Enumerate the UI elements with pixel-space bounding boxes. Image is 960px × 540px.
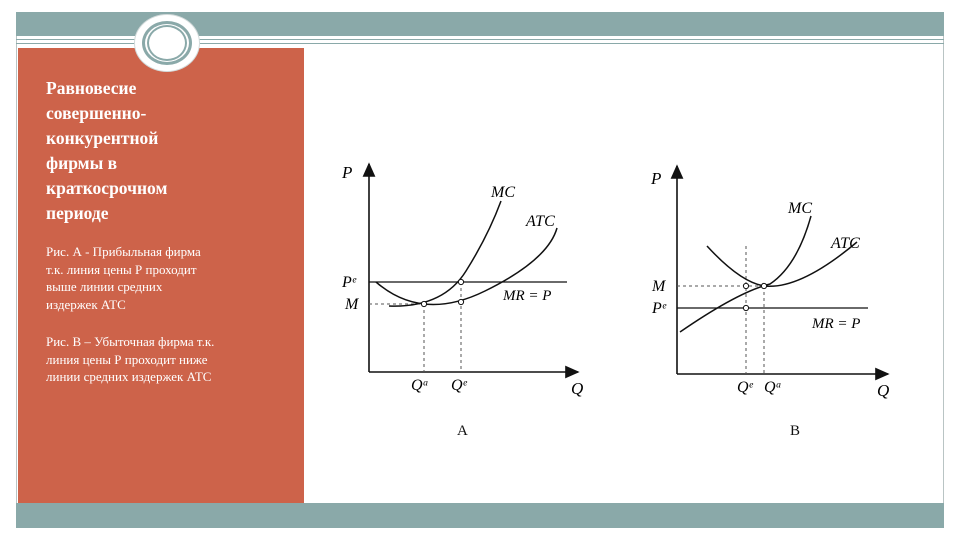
point-marker	[743, 283, 748, 288]
price-line-label: MR = P	[503, 288, 552, 304]
y-axis-label: P	[342, 163, 353, 182]
caption-line: издержек АТС	[46, 296, 126, 312]
y-axis-label: P	[651, 169, 662, 188]
x-axis-label: Q	[877, 381, 890, 400]
point-marker	[421, 301, 426, 306]
y-mark-label: M	[652, 278, 666, 295]
point-marker	[458, 279, 463, 284]
y-mark-label: Pᵉ	[342, 274, 356, 291]
atc-label: ATC	[831, 235, 860, 252]
figure-b-diagram	[640, 150, 910, 400]
caption-line: Рис. В – Убыточная фирма т.к.	[46, 334, 215, 349]
caption-line: линия цены Р проходит ниже	[46, 351, 208, 367]
caption-line: т.к. линия цены Р проходит	[46, 261, 197, 277]
title-line: краткосрочном	[46, 178, 168, 198]
x-mark-label: Qᵃ	[764, 379, 782, 396]
point-marker	[458, 299, 463, 304]
caption-line: выше линии средних	[46, 279, 163, 294]
title-line: Равновесие	[46, 78, 137, 98]
point-marker	[761, 283, 766, 288]
bottom-band	[16, 503, 944, 528]
atc-label: ATC	[526, 213, 555, 230]
mc-curve	[389, 201, 501, 306]
x-mark-label: Qᵉ	[451, 377, 467, 394]
title-line: фирмы в	[46, 153, 118, 173]
x-axis-label: Q	[571, 379, 584, 398]
badge-ring	[147, 25, 187, 61]
circle-badge-icon	[134, 14, 200, 72]
caption-line: линии средних издержек АТС	[46, 369, 212, 384]
point-marker	[743, 305, 748, 310]
y-mark-label: M	[345, 296, 359, 313]
caption-figure-a	[46, 243, 286, 313]
title-line: совершенно-	[46, 103, 147, 123]
figure-a-diagram	[330, 150, 600, 400]
caption-figure-b	[46, 333, 286, 386]
mc-label: MC	[788, 200, 812, 217]
price-line-label: MR = P	[812, 316, 861, 332]
mc-label: MC	[491, 184, 515, 201]
figure-a-label: А	[457, 423, 468, 439]
title-line: периоде	[46, 203, 109, 223]
figure-b-label: В	[790, 423, 801, 439]
x-mark-label: Qᵉ	[737, 379, 753, 396]
left-panel	[18, 48, 304, 503]
x-mark-label: Qᵃ	[411, 377, 429, 394]
caption-line: Рис. А - Прибыльная фирма	[46, 244, 201, 259]
title-line: конкурентной	[46, 128, 159, 148]
y-mark-label: Pᵉ	[652, 300, 666, 317]
slide-title	[46, 76, 286, 226]
